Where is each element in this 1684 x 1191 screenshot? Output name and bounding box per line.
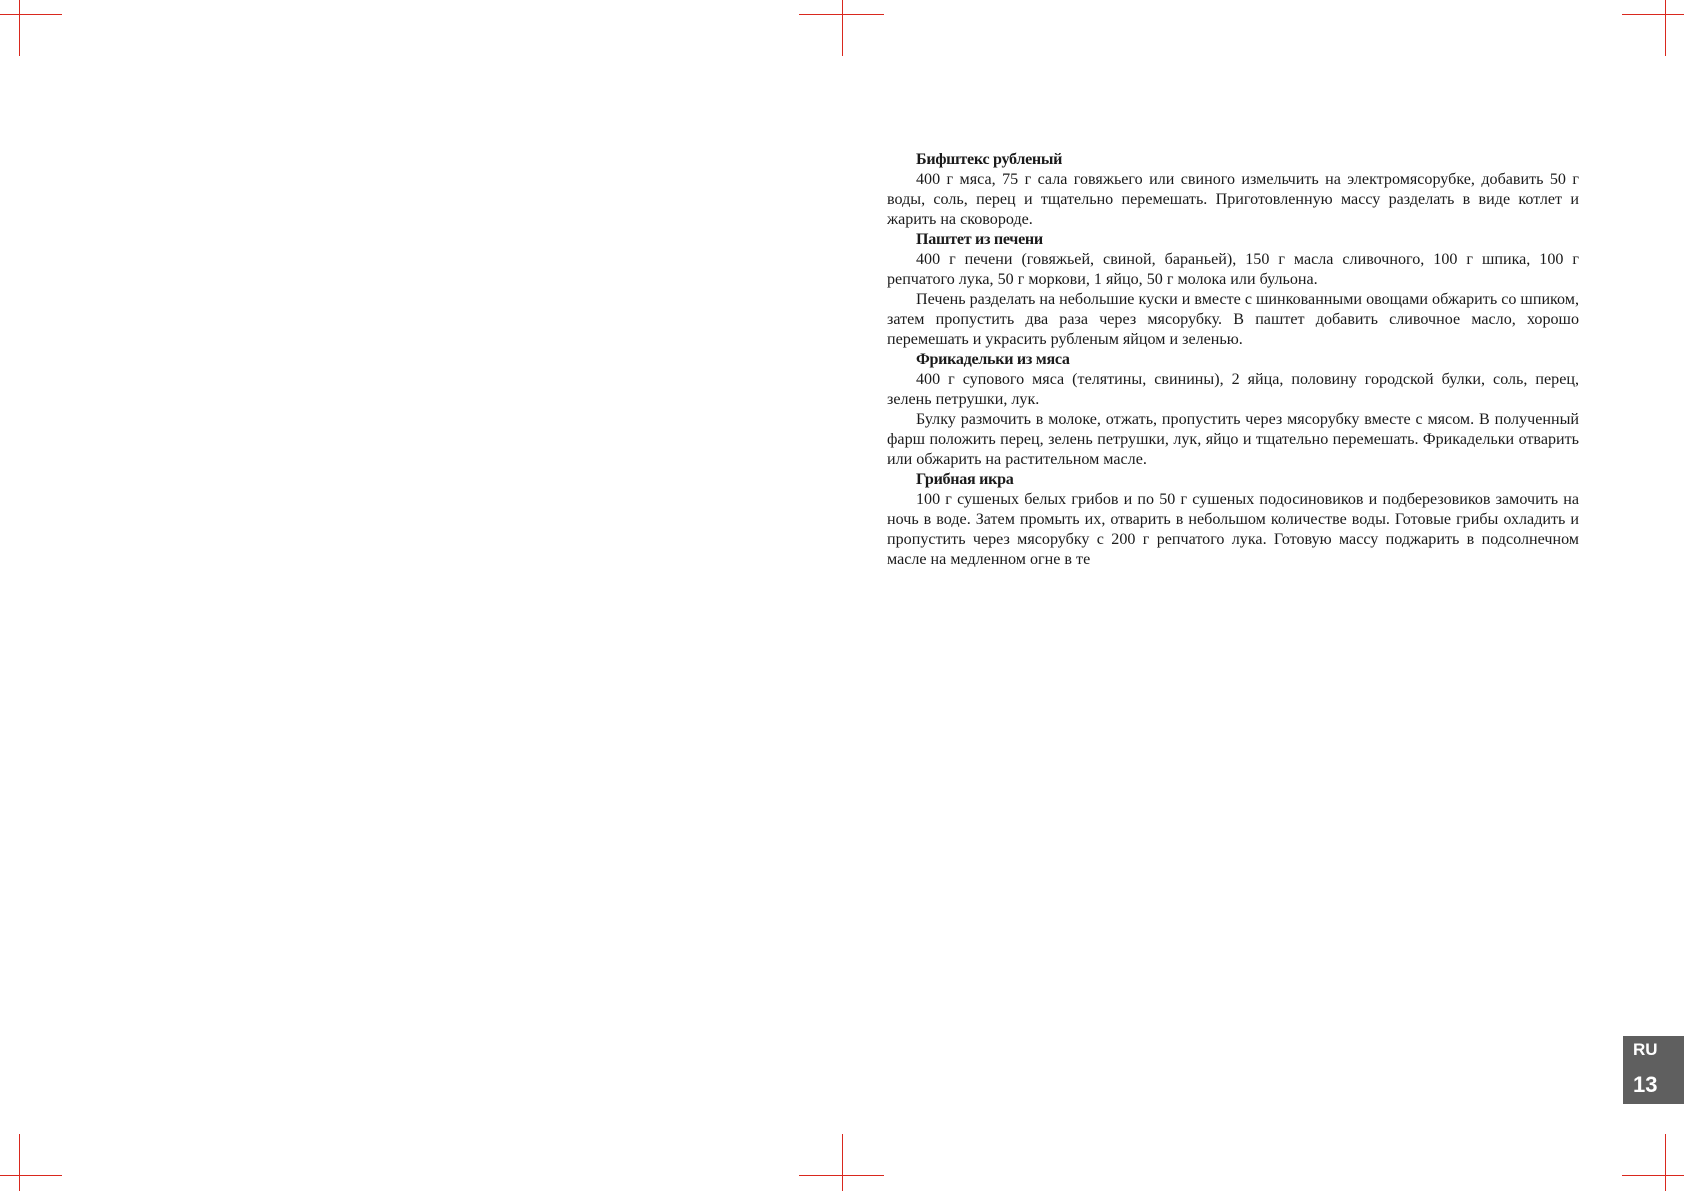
page-number: 13 [1633,1072,1658,1097]
recipe-frikadelki [887,350,1579,470]
recipe-paragraph: 100 г сушеных белых грибов и по 50 г сушеных подосиновиков и подберезовиков замочить на ночь в воде. Затем промыть их, отварить в небольшом количестве воды. Готовые грибы охладить и пропустить через мясорубку с 200 г репчатого лука. Готовую массу поджарить в подсолнечном масле на медленном огне в те [887,491,1579,568]
recipe-paragraph: 400 г печени (говяжьей, свиной, бараньей), 150 г масла сливочного, 100 г шпика, 100 г репчатого лука, 50 г моркови, 1 яйцо, 50 г молока или бульона. [887,251,1579,288]
recipe-paragraph: 400 г мяса, 75 г сала говяжьего или свиного измельчить на электромясорубке, добавить 50 г воды, соль, перец и тщательно перемешать. Приготовленную массу разделать в виде котлет и жарить на сковороде. [887,171,1579,228]
recipe-paragraph: Печень разделать на небольшие куски и вместе с шинкованными овощами обжарить со шпиком, затем пропустить два раза через мясорубку. В паштет добавить сливочное масло, хорошо перемешать и украсить рубленым яйцом и зеленью. [887,291,1579,348]
recipe-gribnaya-ikra [887,470,1579,570]
recipe-paragraph: 400 г супового мяса (телятины, свинины), 2 яйца, половину городской булки, соль, перец, зелень петрушки, лук. [887,371,1579,408]
recipe-paragraph: Булку размочить в молоке, отжать, пропустить через мясорубку вместе с мясом. В полученный фарш положить перец, зелень петрушки, лук, яйцо и тщательно перемешать. Фрикадельки отварить или обжарить на растительном масле. [887,411,1579,468]
language-page-tab [1623,1036,1684,1104]
recipe-bifshteks [887,150,1579,230]
language-code: RU [1633,1040,1658,1059]
recipe-pashtet [887,230,1579,350]
recipe-title: Грибная икра [916,471,1014,488]
recipe-title: Бифштекс рубленый [916,151,1063,168]
recipe-text-column [887,150,1579,570]
recipe-title: Фрикадельки из мяса [916,351,1070,368]
recipe-title: Паштет из печени [916,231,1043,248]
